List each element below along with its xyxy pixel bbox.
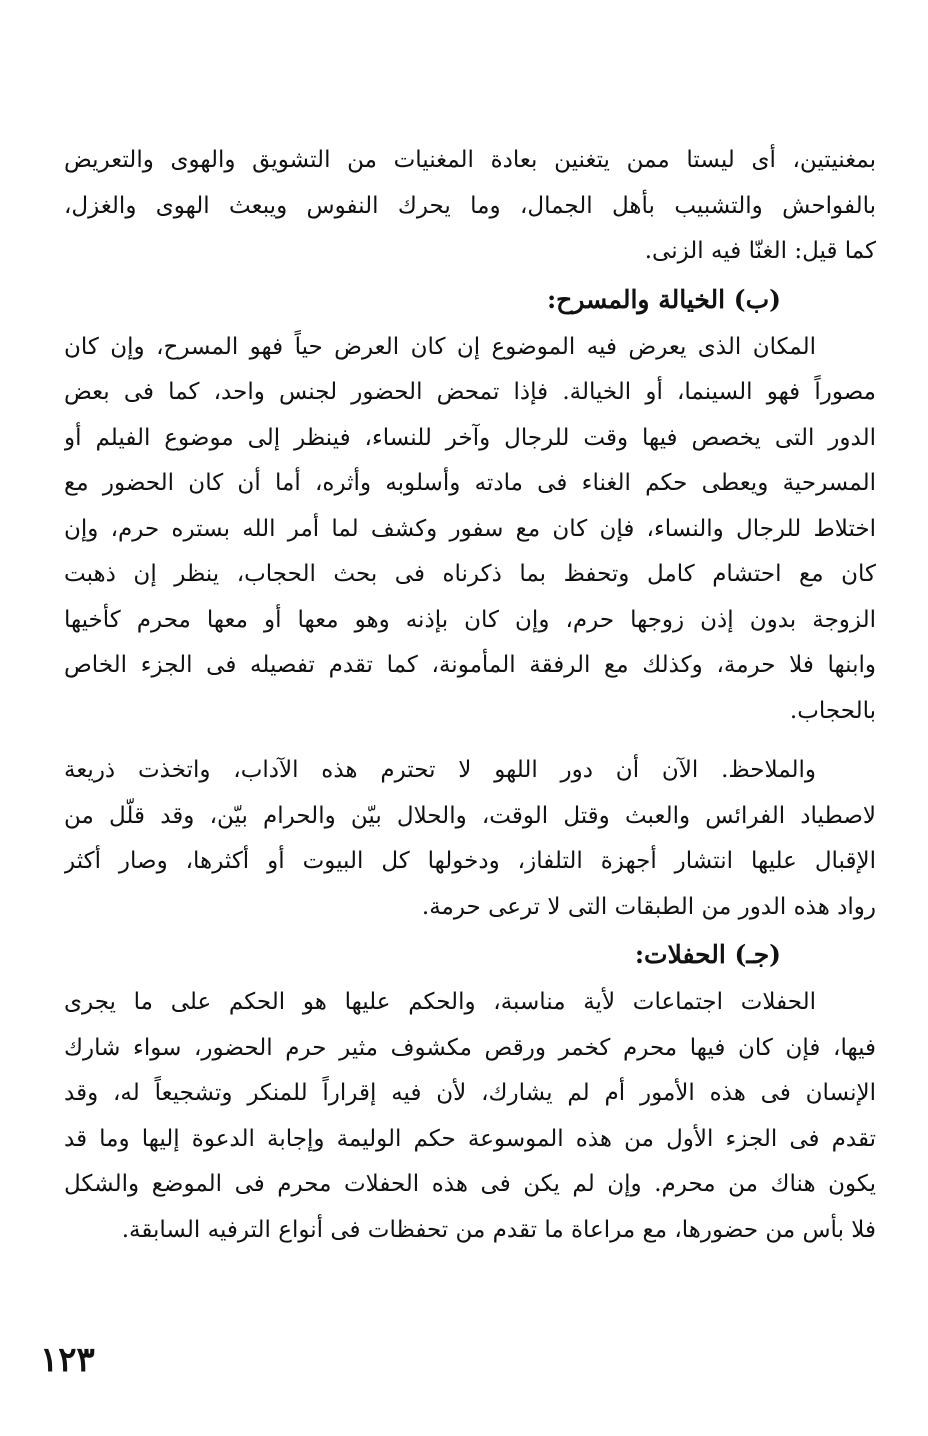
text-line: يكون هناك من محرم. وإن لم يكن فى هذه الحفلات محرم فى الموضع والشكل bbox=[64, 1171, 876, 1197]
text-line: المكان الذى يعرض فيه الموضوع إن كان العرض حياً فهو المسرح، وإن كان bbox=[64, 333, 816, 360]
text-line: اختلاط للرجال والنساء، فإن كان مع سفور وكشف لما أمر الله بستره حرم، وإن bbox=[64, 515, 876, 542]
parties-paragraph bbox=[64, 980, 876, 1253]
page-number: ١٢٣ bbox=[40, 1340, 95, 1380]
intro-paragraph bbox=[64, 138, 876, 275]
theater-paragraph-2 bbox=[64, 748, 876, 930]
text-line: المسرحية ويعطى حكم الغناء فى مادته وأسلوبه وأثره، أما أن كان الحضور مع bbox=[64, 470, 876, 496]
text-line: بمغنيتين، أى ليستا ممن يتغنين بعادة المغنيات من التشويق والهوى والتعريض bbox=[64, 147, 876, 173]
section-heading-theater: (ب) الخيالة والمسرح: bbox=[546, 284, 781, 314]
text-line: وابنها فلا حرمة، وكذلك مع الرفقة المأمونة، كما تقدم تفصيله فى الجزء الخاص bbox=[64, 652, 876, 678]
paragraph-gap bbox=[64, 734, 876, 748]
text-line: لاصطياد الفرائس والعبث وقتل الوقت، والحلال بيّن والحرام بيّن، وقد قلّل من bbox=[64, 802, 876, 829]
text-line: فيها، فإن كان فيها محرم كخمر ورقص مكشوف مثير حرم الحضور، سواء شارك bbox=[64, 1034, 876, 1061]
text-line: كما قيل: الغنّا فيه الزنى. bbox=[644, 238, 876, 264]
text-line: فلا بأس من حضورها، مع مراعاة ما تقدم من تحفظات فى أنواع الترفيه السابقة. bbox=[121, 1216, 876, 1243]
text-line: الإنسان فى هذه الأمور أم لم يشارك، لأن فيه إقراراً للمنكر وتشجيعاً له، وقد bbox=[64, 1080, 876, 1106]
text-line: كان مع احتشام كامل وتحفظ بما ذكرناه فى بحث الحجاب، ينظر إن ذهبت bbox=[64, 561, 876, 587]
text-line: الإقبال عليها انتشار أجهزة التلفاز، ودخولها كل البيوت أو أكثرها، وصار أكثر bbox=[64, 848, 876, 874]
theater-paragraph-1 bbox=[64, 325, 876, 735]
page-body bbox=[64, 138, 876, 1253]
text-line: بالحجاب. bbox=[789, 697, 876, 724]
text-line: والملاحظ. الآن أن دور اللهو لا تحترم هذه الآداب، واتخذت ذريعة bbox=[64, 757, 816, 783]
text-line: تقدم فى الجزء الأول من هذه الموسوعة حكم الوليمة وإجابة الدعوة إليها وما قد bbox=[64, 1125, 876, 1152]
text-line: رواد هذه الدور من الطبقات التى لا ترعى حرمة. bbox=[421, 893, 876, 920]
text-line: الدور التى يخصص فيها وقت للرجال وآخر للنساء، فينظر إلى موضوع الفيلم أو bbox=[64, 424, 876, 451]
section-heading-parties: (جـ) الحفلات: bbox=[634, 940, 781, 969]
text-line: الزوجة بدون إذن زوجها حرم، وإن كان بإذنه وهو معها أو معها محرم كأخيها bbox=[64, 606, 876, 633]
text-line: مصوراً فهو السينما، أو الخيالة. فإذا تمحض الحضور لجنس واحد، كما فى بعض bbox=[64, 379, 876, 405]
text-line: الحفلات اجتماعات لأية مناسبة، والحكم عليها هو الحكم على ما يجرى bbox=[64, 989, 816, 1015]
text-line: بالفواحش والتشبيب بأهل الجمال، وما يحرك النفوس ويبعث الهوى والغزل، bbox=[64, 192, 876, 219]
